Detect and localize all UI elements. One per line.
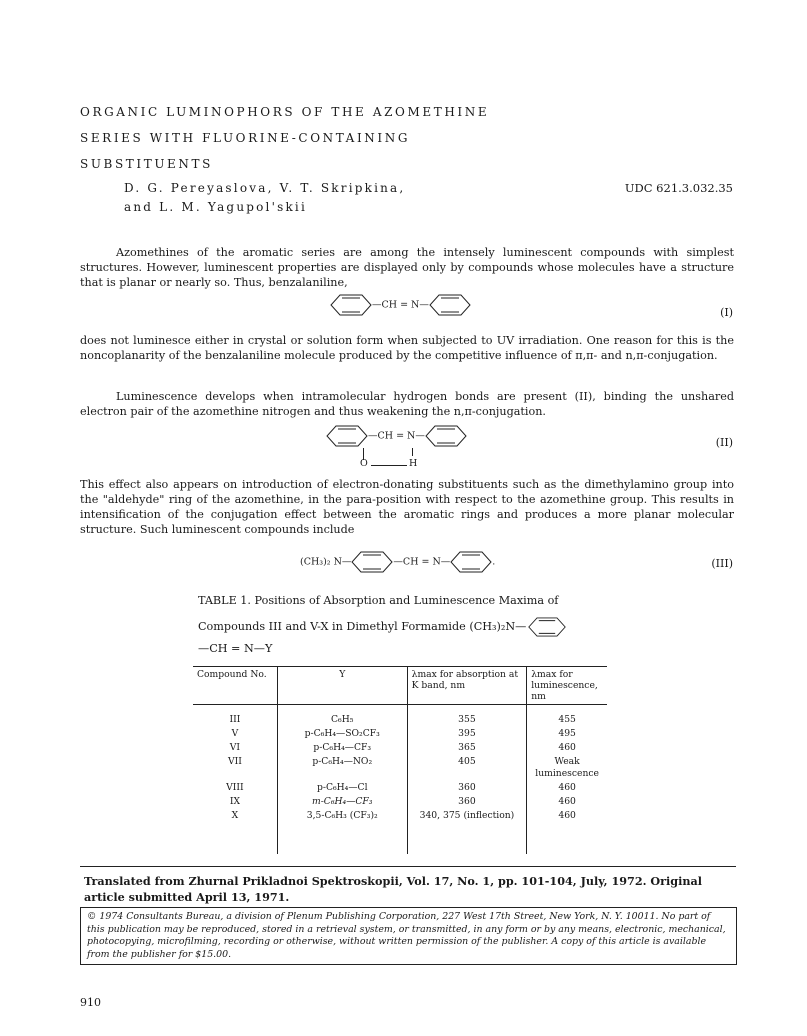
benzene-ring-icon — [351, 551, 393, 573]
page-number: 910 — [80, 996, 101, 1009]
table-row — [193, 755, 607, 781]
caption-line: TABLE 1. Positions of Absorption and Luminescence Maxima of — [198, 594, 559, 607]
cell: Weak luminescence — [527, 755, 607, 781]
authors — [124, 179, 405, 217]
cell: 360 — [407, 795, 527, 809]
benzene-ring-icon — [429, 294, 471, 316]
cell: 460 — [527, 795, 607, 809]
cell: 460 — [527, 741, 607, 755]
cell: 395 — [407, 727, 527, 741]
cell: VI — [229, 742, 241, 753]
cell: 495 — [527, 727, 607, 741]
cell: 460 — [527, 781, 607, 795]
paragraph-hydrogen-bonds: Luminescence develops when intramolecular hydrogen bonds are present (II), binding the unshared electron pair of the azomethine nitrogen and thus weakening the n,π-conjugation. — [80, 390, 734, 418]
authors-line: and L. M. Yagupol'skii — [124, 200, 307, 214]
eq1-link: —CH = N— — [372, 299, 429, 311]
cell: 460 — [527, 809, 607, 854]
title-line: SERIES WITH FLUORINE-CONTAINING — [80, 131, 411, 145]
cell: 405 — [407, 755, 527, 781]
cell: VII — [227, 756, 242, 767]
table-row — [193, 741, 607, 755]
paragraph-noncoplanarity: does not luminesce either in crystal or solution form when subjected to UV irradiation. One reason for this is the noncoplanarity of the benzalaniline molecule produced by the competitive influence of π,π- and n,π-conjugation. — [80, 334, 734, 362]
cell: VIII — [226, 782, 244, 793]
benzene-ring-icon — [526, 617, 568, 637]
udc-code: UDC 621.3.032.35 — [624, 181, 733, 195]
caption-line: Compounds III and V-X in Dimethyl Formamide (CH₃)₂N— — [198, 614, 618, 640]
table-row — [193, 795, 607, 809]
cell: IX — [229, 796, 240, 807]
caption-line: —CH = N—Y — [198, 642, 273, 655]
cell: 355 — [407, 705, 527, 728]
cell: 360 — [407, 781, 527, 795]
cell: 340, 375 (inflection) — [407, 809, 527, 854]
authors-line: D. G. Pereyaslova, V. T. Skripkina, — [124, 181, 406, 195]
cell: 3,5-C₆H₃ (CF₃)₂ — [277, 809, 407, 854]
benzene-ring-icon — [450, 551, 492, 573]
article-title — [80, 99, 489, 177]
cell: C₆H₅ — [277, 705, 407, 728]
table-absorption-luminescence — [193, 666, 607, 854]
benzene-ring-icon — [330, 294, 372, 316]
table-caption — [198, 588, 618, 658]
table-row — [193, 727, 607, 741]
cell: m-C₆H₄—CF₃ — [277, 795, 407, 809]
cell: III — [229, 714, 241, 725]
structure-benzalaniline — [330, 294, 471, 316]
benzene-ring-icon — [326, 425, 368, 447]
paragraph-intro: Azomethines of the aromatic series are among the intensely luminescent compounds with simplest structures. However, luminescent properties are displayed only by compounds whose molecules have a structure that is planar or nearly so. Thus, benzalaniline, — [80, 246, 734, 289]
benzene-ring-icon — [425, 425, 467, 447]
table-row — [193, 781, 607, 795]
table-row — [193, 705, 607, 728]
title-line: ORGANIC LUMINOPHORS OF THE AZOMETHINE — [80, 105, 490, 119]
header-y: Y — [277, 667, 407, 705]
header-compound: Compound No. — [193, 667, 277, 705]
eq3-prefix: (CH₃)₂ N— — [300, 556, 352, 568]
header-luminescence: λmax for luminescence, nm — [527, 667, 607, 705]
structure-iii: (CH₃)₂ N— —CH = N— . — [300, 551, 495, 573]
equation-label-2: (II) — [715, 436, 733, 449]
equation-label-1: (I) — [720, 306, 733, 319]
paragraph-substituents: This effect also appears on introduction of electron-donating substituents such as the dimethylamino group into the "aldehyde" ring of the azomethine, in the para-position with respect to the azomethine group. This results in intensification of the conjugation effect between the aromatic rings and produces a more planar molecular structure. Such luminescent compounds include — [80, 478, 734, 536]
structure-ii — [326, 425, 467, 447]
eq2-link: —CH = N— — [368, 430, 425, 442]
atom-oxygen: O — [360, 458, 368, 469]
footer-rule — [80, 866, 736, 867]
table-row — [193, 809, 607, 854]
cell: p-C₆H₄—CF₃ — [277, 741, 407, 755]
cell: 455 — [527, 705, 607, 728]
header-absorption: λmax for absorption at K band, nm — [407, 667, 527, 705]
translation-note: Translated from Zhurnal Prikladnoi Spektroskopii, Vol. 17, No. 1, pp. 101-104, July, 1972. Original article submitted April 13, 1971. — [84, 874, 702, 904]
copyright-box: © 1974 Consultants Bureau, a division of Plenum Publishing Corporation, 227 West 17th Street, New York, N. Y. 10011. No part of this publication may be reproduced, stored in a retrieval system, or transmitted, in any form or by any means, electronic, mechanical, photocopying, microfilming, recording or otherwise, without written permission of the publisher. A copy of this article is available from the publisher for $15.00. — [80, 907, 737, 965]
cell: p-C₆H₄—SO₂CF₃ — [277, 727, 407, 741]
bond-line — [412, 448, 413, 456]
eq3-link: —CH = N— — [393, 556, 451, 568]
hydrogen-bond-line — [371, 465, 407, 466]
table-header-row — [193, 667, 607, 705]
title-line: SUBSTITUENTS — [80, 157, 213, 171]
cell: 365 — [407, 741, 527, 755]
equation-label-3: (III) — [711, 557, 733, 570]
cell: V — [231, 728, 239, 739]
cell: X — [231, 810, 239, 821]
cell: p-C₆H₄—Cl — [277, 781, 407, 795]
cell: p-C₆H₄—NO₂ — [277, 755, 407, 781]
atom-hydrogen: H — [409, 458, 418, 469]
